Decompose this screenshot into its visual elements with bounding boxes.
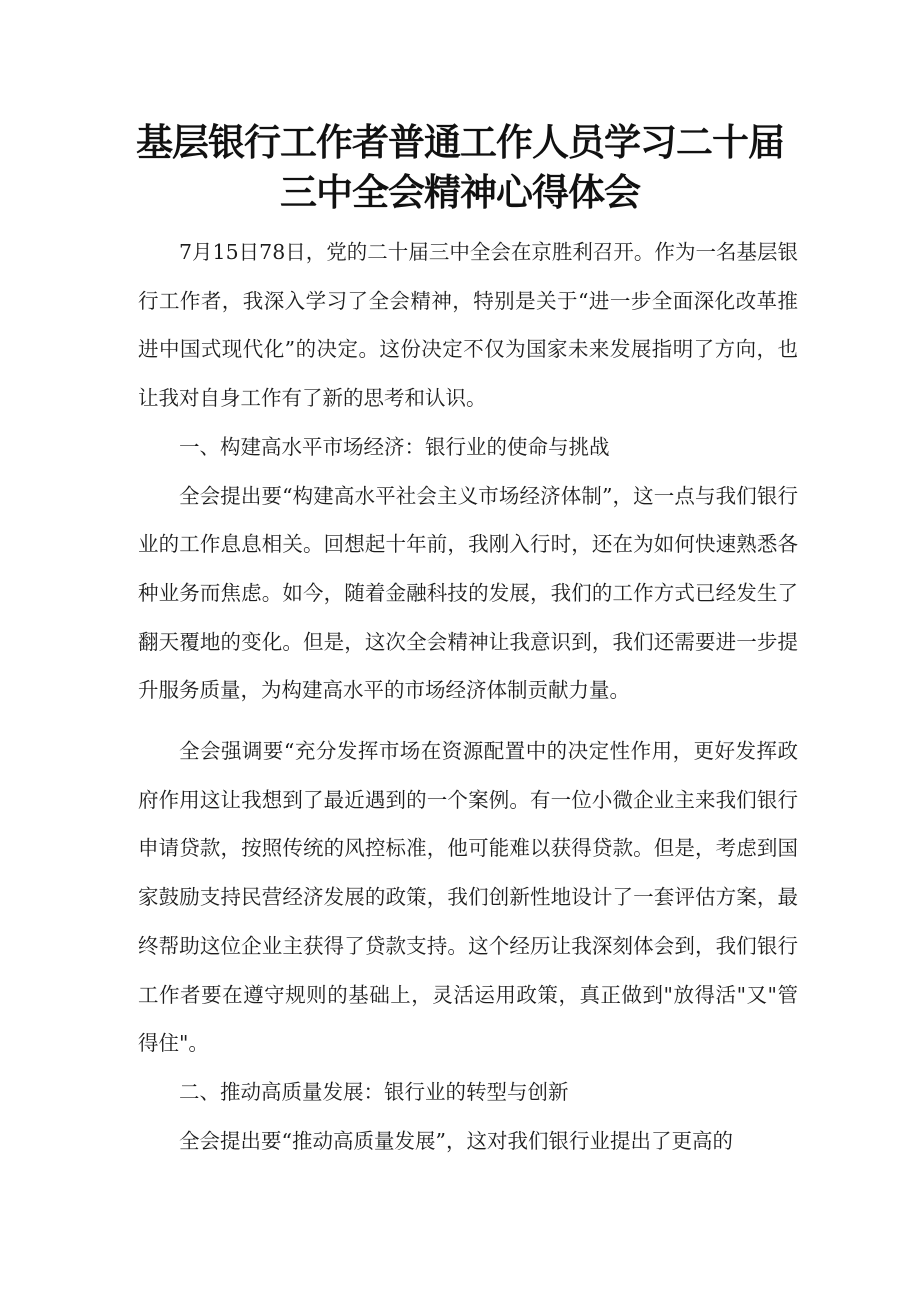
document-body [138,228,798,1165]
paragraph-resource-allocation: 全会强调要“充分发挥市场在资源配置中的决定性作用，更好发挥政府作用这让我想到了最近遇到的一个案例。有一位小微企业主来我们银行申请贷款，按照传统的风控标准，他可能难以获得贷款。但是，考虑到国家鼓励支持民营经济发展的政策，我们创新性地设计了一套评估方案，最终帮助这位企业主获得了贷款支持。这个经历让我深刻体会到，我们银行工作者要在遵守规则的基础上，灵活运用政策，真正做到"放得活"又"管得住"。 [138,739,798,1056]
paragraph-high-quality-development: 全会提出要“推动高质量发展”，这对我们银行业提出了更高的 [179,1128,733,1153]
paragraph-market-economy: 全会提出要“构建高水平社会主义市场经济体制”，这一点与我们银行业的工作息息相关。回想起十年前，我刚入行时，还在为如何快速熟悉各种业务而焦虑。如今，随着金融科技的发展，我们的工作方式已经发生了翻天覆地的变化。但是，这次全会精神让我意识到，我们还需要进一步提升服务质量，为构建高水平的市场经济体制贡献力量。 [138,483,798,703]
paragraph-intro: 7月15日78日，党的二十届三中全会在京胜利召开。作为一名基层银行工作者，我深入学习了全会精神，特别是关于“进一步全面深化改革推进中国式现代化”的决定。这份决定不仅为国家未来发展指明了方向，也让我对自身工作有了新的思考和认识。 [138,240,798,411]
section-heading-2: 二、推动高质量发展：银行业的转型与创新 [179,1079,569,1104]
document-title-line-1: 基层银行工作者普通工作人员学习二十届 [136,121,784,164]
section-heading-1: 一、构建高水平市场经济：银行业的使命与挑战 [179,434,610,459]
document-title-line-2: 三中全会精神心得体会 [280,171,640,214]
